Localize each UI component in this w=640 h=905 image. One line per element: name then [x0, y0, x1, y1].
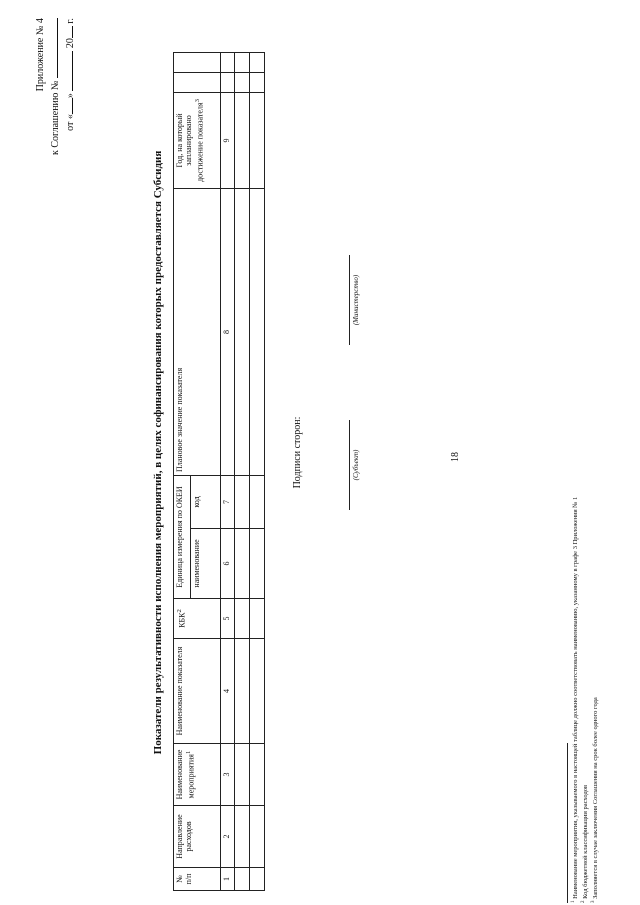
- header-target-year: Год, на который запланировано достижение показателя$^3$: [174, 93, 221, 189]
- date-suffix: г.: [65, 18, 76, 24]
- table-cell: [235, 529, 250, 599]
- appendix-title: Приложение № 4: [35, 18, 46, 92]
- indicators-table: [173, 52, 265, 891]
- table-cell: [250, 806, 265, 868]
- table-cell: [250, 73, 265, 93]
- table-cell: [235, 599, 250, 639]
- table-cell: [250, 744, 265, 806]
- table-cell: [235, 744, 250, 806]
- header-planned-value: Плановое значение показателя: [174, 189, 221, 476]
- header-unit-code: код: [190, 476, 220, 529]
- column-number: 2: [221, 806, 235, 868]
- date-year-blank: [62, 26, 73, 38]
- table-cell: [221, 73, 235, 93]
- header-measure-name: Наименование мероприятия$^1$: [174, 744, 221, 806]
- table-cell: [235, 93, 250, 189]
- table-cell: [235, 639, 250, 744]
- table-cell: [250, 476, 265, 529]
- header-extra-column: [174, 73, 221, 93]
- column-number: 3: [221, 744, 235, 806]
- table-cell: [235, 73, 250, 93]
- table-cell: [250, 639, 265, 744]
- header-unit-okei: Единица измерения по ОКЕИ: [174, 476, 191, 599]
- table-cell: [221, 53, 235, 73]
- header-unit-name: наименование: [190, 529, 220, 599]
- footnotes: [570, 23, 600, 903]
- table-cell: [250, 93, 265, 189]
- column-number: 7: [221, 476, 235, 529]
- footnote: $^3$ Заполняется в случае заключения Соглашения на срок более одного года: [591, 697, 600, 903]
- footnote-divider: [567, 743, 568, 903]
- table-cell: [235, 476, 250, 529]
- header-kbk: КБК$^2$: [174, 599, 221, 639]
- date-mid: »: [65, 93, 76, 99]
- table-header-row: [174, 53, 191, 891]
- table-cell: [250, 868, 265, 891]
- column-number: 5: [221, 599, 235, 639]
- subject-signature-line: [349, 420, 350, 510]
- agreement-prefix: к Соглашению №: [50, 80, 61, 155]
- header-indicator-name: Наименование показателя: [174, 639, 221, 744]
- column-number: 8: [221, 189, 235, 476]
- signatures-title: Подписи сторон:: [292, 416, 303, 489]
- subject-signature-label: (Субъект): [352, 449, 360, 481]
- appendix-header: [35, 18, 77, 155]
- table-cell: [250, 529, 265, 599]
- header-number: № п/п: [174, 868, 221, 891]
- column-number: 6: [221, 529, 235, 599]
- table-cell: [250, 599, 265, 639]
- date-month-blank: [62, 51, 73, 91]
- ministry-signature-label: (Министерство): [352, 274, 360, 326]
- table-cell: [250, 53, 265, 73]
- column-number-row: [221, 53, 235, 891]
- document-title: Показатели результативности исполнения мероприятий, в целях софинансирования которых предоставляется Субсидия: [152, 150, 164, 755]
- footnote: $^1$ Наименование мероприятия, указываемого в настоящей таблице должно соответствовать наименованию, указанному в графе 3 Приложения № 1: [571, 496, 580, 903]
- agreement-date-line: [62, 18, 77, 155]
- agreement-number-line: [47, 18, 62, 155]
- ministry-signature-line: [349, 255, 350, 345]
- table-cell: [250, 189, 265, 476]
- table-cell: [235, 189, 250, 476]
- table-row: [250, 53, 265, 891]
- agreement-number-blank: [47, 18, 58, 78]
- column-number: 4: [221, 639, 235, 744]
- column-number: 1: [221, 868, 235, 891]
- table-cell: [235, 868, 250, 891]
- page-number: 18: [450, 452, 461, 462]
- footnote: $^2$ Код бюджетной классификации расходов: [581, 784, 590, 903]
- table-row: [235, 53, 250, 891]
- table-cell: [235, 53, 250, 73]
- table-cell: [235, 806, 250, 868]
- date-year: 20: [65, 38, 76, 49]
- header-extra-column: [174, 53, 221, 73]
- date-day-blank: [62, 98, 73, 114]
- header-expense-direction: Направление расходов: [174, 806, 221, 868]
- date-from: от «: [65, 114, 76, 131]
- column-number: 9: [221, 93, 235, 189]
